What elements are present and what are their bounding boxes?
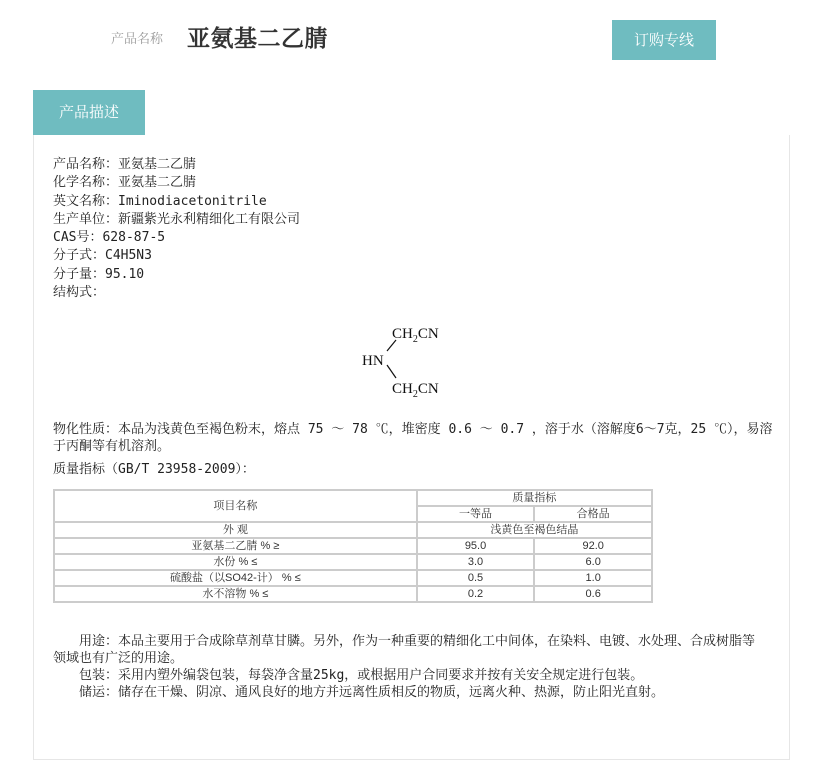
product-info-list (53, 156, 300, 302)
header-quality-index: 质量指标 (417, 490, 652, 506)
table-row (54, 538, 652, 554)
structure-top-group: $CH_2CN$ (392, 326, 439, 345)
quality-title: 质量指标（GB/T 23958-2009）： (53, 462, 255, 477)
storage-paragraph: 储运：储存在干燥、阴凉、通风良好的地方并远离性质相反的物质，远离火种、热源，防止阳光直射。 (79, 685, 665, 700)
cell-qualified: 6.0 (534, 554, 652, 570)
cell-first: 95.0 (417, 538, 535, 554)
cell-qualified: 1.0 (534, 570, 652, 586)
cell-appearance: 浅黄色至褐色结晶 (417, 522, 652, 538)
cell-qualified: 92.0 (534, 538, 652, 554)
product-name-label: 产品名称 (111, 32, 164, 47)
cell-first: 0.2 (417, 586, 535, 602)
usage-paragraph: 用途：本品主要用于合成除草剂草甘膦。另外，作为一种重要的精细化工中间体，在染料、电镀、水处理、合成树脂等领域也有广泛的用途。 (53, 634, 756, 666)
cell-item: 水份 % ≤ (54, 554, 417, 570)
table-row (54, 554, 652, 570)
info-line-product-name: 产品名称：亚氨基二乙腈 (53, 157, 197, 172)
structure-center-hn: HN (362, 353, 384, 369)
tab-product-description[interactable]: 产品描述 (33, 90, 145, 135)
physical-properties: 物化性质：本品为浅黄色至褐色粉末，熔点 75 ～ 78 ℃，堆密度 0.6 ～ 0.7 ，溶于水（溶解度6～7克，25 ℃），易溶于丙酮等有机溶剂。 (53, 422, 773, 454)
structural-formula (358, 318, 468, 402)
cell-qualified: 0.6 (534, 586, 652, 602)
info-line-chemical-name: 化学名称：亚氨基二乙腈 (53, 175, 197, 191)
cell-item: 亚氨基二乙腈 % ≥ (54, 538, 417, 554)
cell-item: 外 观 (54, 522, 417, 538)
table-row (54, 522, 652, 538)
table-row (54, 586, 652, 602)
order-hotline-button[interactable]: 订购专线 (612, 20, 716, 60)
cell-item: 硫酸盐（以SO42-计） % ≤ (54, 570, 417, 586)
table-row (54, 570, 652, 586)
info-line-manufacturer: 生产单位：新疆紫光永利精细化工有限公司 (53, 211, 301, 227)
header-item-name: 项目名称 (54, 490, 417, 522)
cell-item: 水不溶物 % ≤ (54, 586, 417, 602)
info-line-cas: CAS号：628-87-5 (53, 230, 166, 246)
table-header-row (54, 490, 652, 506)
info-line-molecular-weight: 分子量：95.10 (53, 266, 145, 282)
cell-first: 3.0 (417, 554, 535, 570)
info-line-structure-label: 结构式： (53, 285, 106, 301)
structure-bottom-group: $CH_2CN$ (392, 381, 439, 400)
product-title: 亚氨基二乙腈 (187, 26, 328, 52)
info-line-formula: 分子式：C4H5N3 (53, 248, 152, 264)
packing-paragraph: 包装：采用内塑外编袋包装，每袋净含量25kg，或根据用户合同要求并按有关安全规定进行包装。 (79, 668, 644, 683)
quality-spec-table (53, 489, 653, 603)
bond-bottom (387, 365, 396, 378)
header-qualified-grade: 合格品 (534, 506, 652, 522)
header-first-grade: 一等品 (417, 506, 535, 522)
cell-first: 0.5 (417, 570, 535, 586)
usage-section (53, 633, 763, 701)
info-line-english-name: 英文名称：Iminodiacetonitrile (53, 193, 267, 209)
